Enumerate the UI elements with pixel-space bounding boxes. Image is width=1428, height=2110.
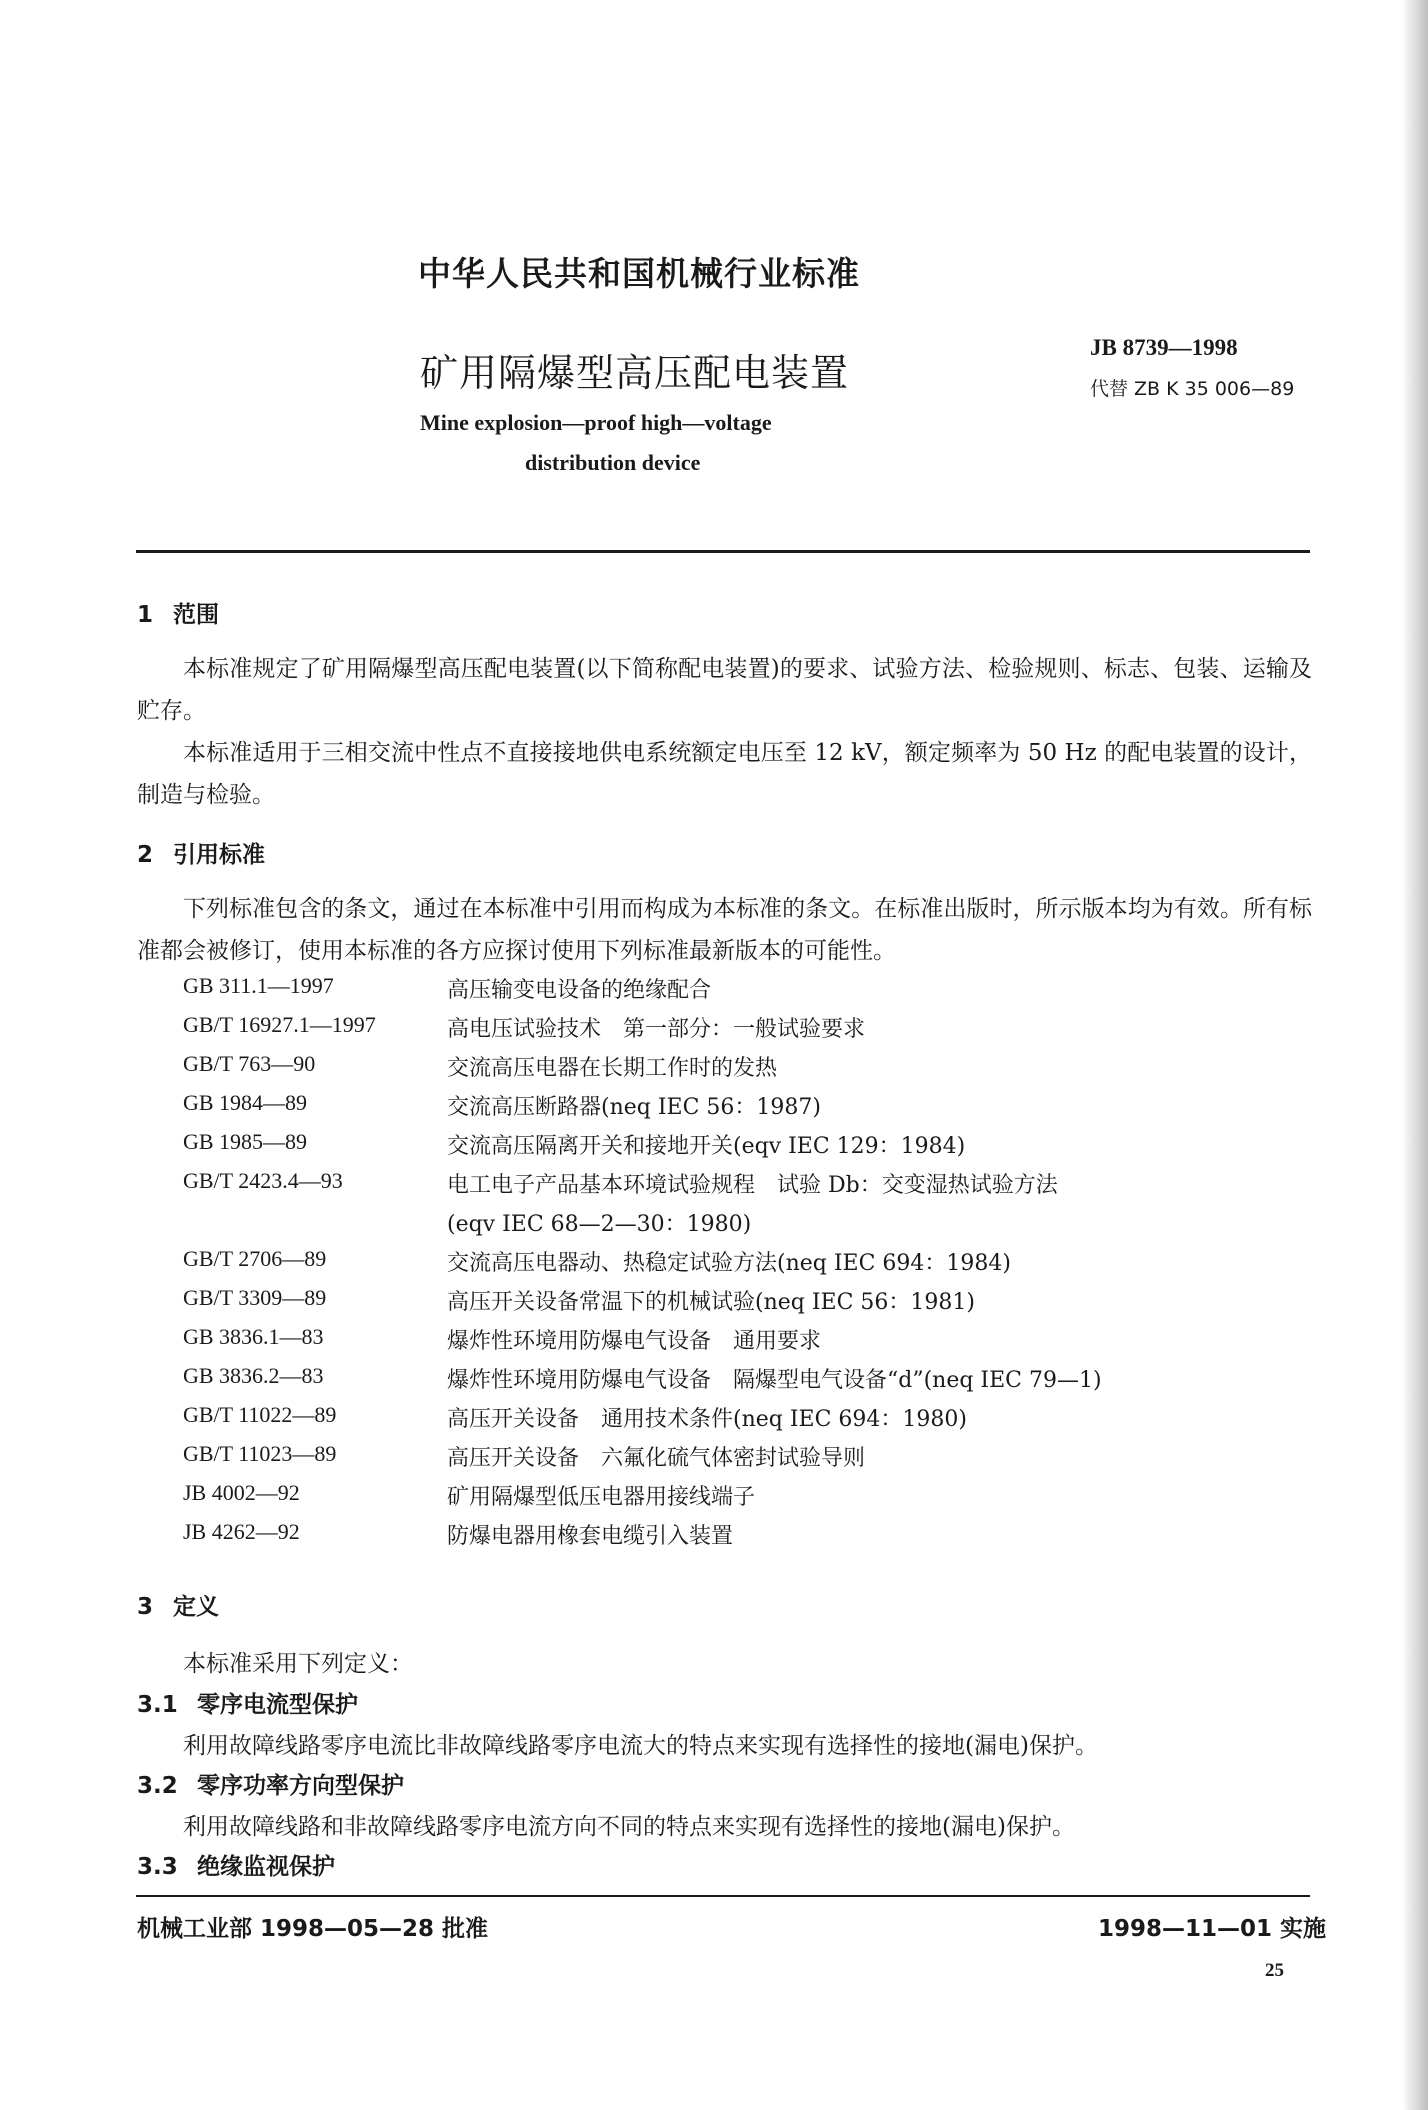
definition-3-1-text: 利用故障线路零序电流比非故障线路零序电流大的特点来实现有选择性的接地(漏电)保护。 xyxy=(183,1733,1098,1759)
definition-3-3-heading xyxy=(137,1848,335,1881)
section-1-heading xyxy=(137,596,239,629)
standard-code: JB 8739—1998 xyxy=(1090,335,1238,360)
definition-term: 零序功率方向型保护 xyxy=(197,1773,404,1799)
header-divider xyxy=(136,550,1310,553)
page-number: 25 xyxy=(1265,1960,1284,1981)
ref-code: GB/T 2706—89 xyxy=(183,1246,327,1271)
ref-code: GB 3836.2—83 xyxy=(183,1363,324,1388)
ref-code: GB 311.1—1997 xyxy=(183,973,334,998)
ref-title: 高压开关设备常温下的机械试验(neq IEC 56：1981) xyxy=(447,1290,975,1315)
ref-title: 电工电子产品基本环境试验规程 试验 Db：交变湿热试验方法 xyxy=(447,1173,1058,1198)
ref-title: 高压开关设备 六氟化硫气体密封试验导则 xyxy=(447,1446,866,1471)
ref-code: GB/T 3309—89 xyxy=(183,1285,327,1310)
ref-code: GB 1985—89 xyxy=(183,1129,308,1154)
definition-number: 3.1 xyxy=(137,1692,178,1718)
ref-title: 高电压试验技术 第一部分：一般试验要求 xyxy=(447,1017,866,1042)
ref-code: GB/T 11022—89 xyxy=(183,1402,337,1427)
ref-title: 交流高压电器在长期工作时的发热 xyxy=(447,1056,778,1081)
definition-number: 3.3 xyxy=(137,1854,178,1880)
ref-code: GB/T 763—90 xyxy=(183,1051,316,1076)
section-title: 范围 xyxy=(173,602,220,628)
approval-line: 机械工业部 1998—05—28 批准 xyxy=(137,1916,489,1942)
section-title: 定义 xyxy=(173,1594,220,1620)
ref-title: 交流高压电器动、热稳定试验方法(neq IEC 694：1984) xyxy=(447,1251,1011,1276)
definition-number: 3.2 xyxy=(137,1773,178,1799)
definition-3-2-text: 利用故障线路和非故障线路零序电流方向不同的特点来实现有选择性的接地(漏电)保护。 xyxy=(183,1814,1075,1840)
section-title: 引用标准 xyxy=(173,842,266,868)
ref-title: 交流高压断路器(neq IEC 56：1987) xyxy=(447,1095,821,1120)
standard-category: 中华人民共和国机械行业标准 xyxy=(418,254,860,293)
section-3-heading xyxy=(137,1588,239,1621)
english-title-line-2: distribution device xyxy=(525,450,701,475)
document-title: 矿用隔爆型高压配电装置 xyxy=(420,351,850,395)
ref-code: GB 3836.1—83 xyxy=(183,1324,324,1349)
ref-code: JB 4262—92 xyxy=(183,1519,300,1544)
section-number: 1 xyxy=(137,602,154,628)
section-1-paragraph-2: 本标准适用于三相交流中性点不直接接地供电系统额定电压至 12 kV，额定频率为 50 Hz 的配电装置的设计，制造与检验。 xyxy=(137,740,1312,808)
section-1-paragraph-1: 本标准规定了矿用隔爆型高压配电装置(以下简称配电装置)的要求、试验方法、检验规则、标志、包装、运输及贮存。 xyxy=(137,656,1312,724)
footer-divider xyxy=(136,1895,1310,1897)
ref-title: 爆炸性环境用防爆电气设备 通用要求 xyxy=(447,1329,822,1354)
definition-3-1-heading xyxy=(137,1686,358,1719)
ref-title: 爆炸性环境用防爆电气设备 隔爆型电气设备“d”(neq IEC 79—1) xyxy=(447,1368,1102,1393)
ref-title: 矿用隔爆型低压电器用接线端子 xyxy=(447,1485,756,1510)
section-2-intro: 下列标准包含的条文，通过在本标准中引用而构成为本标准的条文。在标准出版时，所示版本均为有效。所有标准都会被修订，使用本标准的各方应探讨使用下列标准最新版本的可能性。 xyxy=(137,896,1312,964)
ref-code: GB/T 2423.4—93 xyxy=(183,1168,343,1193)
ref-title: 防爆电器用橡套电缆引入装置 xyxy=(447,1524,734,1549)
definition-3-2-heading xyxy=(137,1767,404,1800)
ref-code: GB 1984—89 xyxy=(183,1090,308,1115)
section-number: 3 xyxy=(137,1594,154,1620)
ref-code: GB/T 11023—89 xyxy=(183,1441,337,1466)
section-2-heading xyxy=(137,836,285,869)
ref-code: JB 4002—92 xyxy=(183,1480,300,1505)
ref-title: (eqv IEC 68—2—30：1980) xyxy=(447,1212,752,1237)
scan-edge-shadow xyxy=(1402,0,1428,2110)
effective-date: 1998—11—01 实施 xyxy=(1098,1916,1327,1942)
ref-title: 高压开关设备 通用技术条件(neq IEC 694：1980) xyxy=(447,1407,967,1432)
ref-code: GB/T 16927.1—1997 xyxy=(183,1012,376,1037)
ref-title: 交流高压隔离开关和接地开关(eqv IEC 129：1984) xyxy=(447,1134,966,1159)
definition-term: 绝缘监视保护 xyxy=(197,1854,335,1880)
english-title-line-1: Mine explosion—proof high—voltage xyxy=(420,410,772,435)
section-3-intro: 本标准采用下列定义： xyxy=(183,1651,413,1677)
ref-title: 高压输变电设备的绝缘配合 xyxy=(447,978,712,1003)
replaces-code: 代替 ZB K 35 006—89 xyxy=(1090,378,1295,400)
definition-term: 零序电流型保护 xyxy=(197,1692,358,1718)
section-number: 2 xyxy=(137,842,154,868)
